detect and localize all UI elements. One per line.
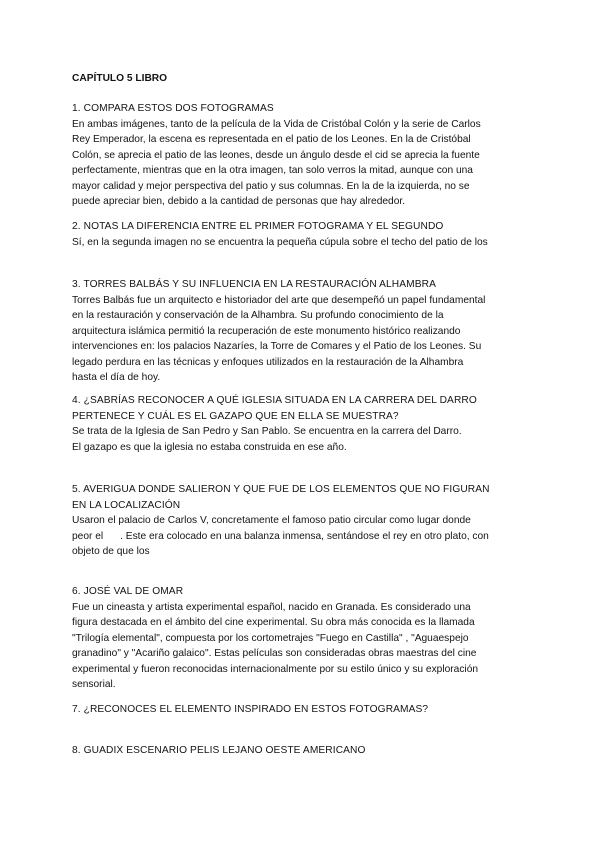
section-5-heading: 5. AVERIGUA DONDE SALIERON Y QUE FUE DE LOS ELEMENTOS QUE NO FIGURAN bbox=[72, 484, 490, 495]
section-3-line: en la restauración y conservación de la Alhambra. Su profundo conocimiento de la bbox=[72, 310, 444, 321]
section-2-line: Sí, en la segunda imagen no se encuentra la pequeña cúpula sobre el techo del patio de los bbox=[72, 236, 488, 248]
section-8 bbox=[72, 743, 532, 759]
section-1-line: perfectamente, mientras que en la otra imagen, tan solo verros la mitad, aunque con una bbox=[72, 165, 473, 176]
section-5-line: Usaron el palacio de Carlos V, concretamente el famoso patio circular como lugar donde bbox=[72, 515, 471, 526]
section-3-heading: 3. TORRES BALBÁS Y SU INFLUENCIA EN LA RESTAURACIÓN ALHAMBRA bbox=[72, 279, 436, 290]
section-2-heading: 2. NOTAS LA DIFERENCIA ENTRE EL PRIMER FOTOGRAMA Y EL SEGUNDO bbox=[72, 221, 444, 232]
section-1-line: Rey Emperador, la escena es representada en el patio de los Leones. En la de Cristóbal bbox=[72, 134, 471, 145]
section-6-heading: 6. JOSÉ VAL DE OMAR bbox=[72, 586, 184, 597]
section-4-heading: PERTENECE Y CUÁL ES EL GAZAPO QUE EN ELLA SE MUESTRA? bbox=[72, 410, 399, 422]
section-5-line: peor el . Este era colocado en una balanza inmensa, sentándose el rey en otro plato, con bbox=[72, 530, 489, 542]
section-7 bbox=[72, 702, 532, 718]
section-6 bbox=[72, 584, 532, 693]
section-8-heading: 8. GUADIX ESCENARIO PELIS LEJANO OESTE AMERICANO bbox=[72, 745, 366, 756]
section-1-line: mayor calidad y mejor perspectiva del patio y sus columnas. En la de la izquierda, no se bbox=[72, 180, 470, 192]
section-1 bbox=[72, 101, 532, 210]
section-4 bbox=[72, 393, 532, 455]
section-4-line: Se trata de la Iglesia de San Pedro y San Pablo. Se encuentra en la carrera del Darro. bbox=[72, 426, 462, 437]
section-3-line: legado perdura en las técnicas y enfoques utilizados en la restauración de la Alhambra bbox=[72, 356, 464, 368]
section-3-line: intervenciones en: los palacios Nazaríes, la Torre de Comares y el Patio de los Leones. Su bbox=[72, 341, 482, 352]
section-5-line: objeto de que los bbox=[72, 546, 150, 557]
section-5 bbox=[72, 482, 532, 560]
section-4-line: El gazapo es que la iglesia no estaba construida en ese año. bbox=[72, 441, 347, 453]
section-3-line: hasta el día de hoy. bbox=[72, 372, 161, 383]
section-1-heading: 1. COMPARA ESTOS DOS FOTOGRAMAS bbox=[72, 103, 274, 114]
chapter-title-block bbox=[72, 71, 532, 87]
section-6-line: figura destacada en el ámbito del cine experimental. Su obra más conocida es la llamada bbox=[72, 617, 475, 628]
section-1-line: Colón, se aprecia el patio de las leones, desde un ángulo desde el cid se aprecia la fuente bbox=[72, 149, 480, 161]
section-3 bbox=[72, 277, 532, 386]
chapter-title: CAPÍTULO 5 LIBRO bbox=[72, 73, 168, 84]
section-5-heading: EN LA LOCALIZACIÓN bbox=[72, 499, 181, 511]
section-3-line: Torres Balbás fue un arquitecto e historiador del arte que desempeñó un papel fundamental bbox=[72, 294, 486, 306]
section-6-line: sensorial. bbox=[72, 679, 116, 690]
section-6-line: experimental y fueron reconocidas internacionalmente por su estilo único y su exploración bbox=[72, 663, 479, 675]
section-6-line: "Trilogía elemental", compuesta por los cortometrajes "Fuego en Castilla" , "Aguaespejo bbox=[72, 632, 469, 644]
section-3-line: arquitectura islámica permitió la recuperación de este monumento histórico realizando bbox=[72, 325, 461, 337]
section-4-heading: 4. ¿SABRÍAS RECONOCER A QUÉ IGLESIA SITUADA EN LA CARRERA DEL DARRO bbox=[72, 395, 477, 406]
section-1-line: En ambas imágenes, tanto de la película de la Vida de Cristóbal Colón y la serie de Carlos bbox=[72, 118, 481, 130]
section-1-line: puede apreciar bien, debido a la cantidad de personas que hay alrededor. bbox=[72, 196, 406, 207]
section-6-line: Fue un cineasta y artista experimental español, nacido en Granada. Es considerado una bbox=[72, 601, 471, 613]
section-7-heading: 7. ¿RECONOCES EL ELEMENTO INSPIRADO EN ESTOS FOTOGRAMAS? bbox=[72, 704, 429, 715]
section-6-line: granadino" y "Acariño galaico". Estas películas son consideradas obras maestras del cine bbox=[72, 648, 477, 659]
section-2 bbox=[72, 219, 532, 250]
